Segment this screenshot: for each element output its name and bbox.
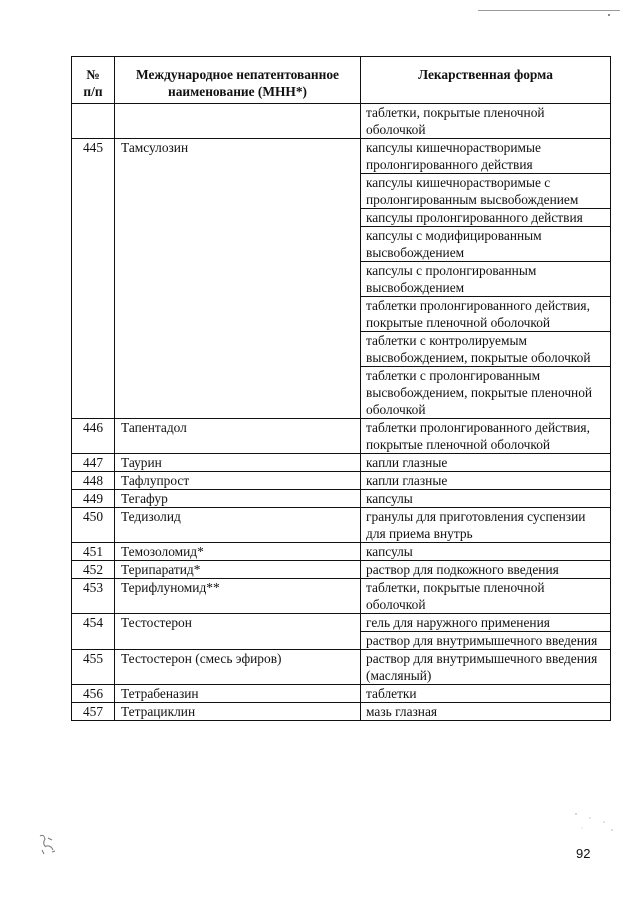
table-row	[72, 579, 611, 614]
table-row	[72, 490, 611, 508]
row-number: 448	[72, 472, 115, 490]
row-number	[72, 104, 115, 139]
top-edge-line	[478, 10, 620, 11]
dosage-form: мазь глазная	[361, 703, 611, 721]
inn-name: Тафлупрост	[115, 472, 361, 490]
row-number: 452	[72, 561, 115, 579]
inn-name: Таурин	[115, 454, 361, 472]
dosage-form: таблетки с контролируемым высвобождением, покрытые оболочкой	[361, 332, 611, 367]
inn-name: Темозоломид*	[115, 543, 361, 561]
header-dosage-form-label: Лекарственная форма	[418, 67, 553, 82]
header-number	[72, 57, 115, 104]
inn-name: Тапентадол	[115, 419, 361, 454]
dosage-form: таблетки, покрытые пленочной оболочкой	[361, 104, 611, 139]
table-body	[72, 104, 611, 721]
table-row	[72, 614, 611, 632]
dosage-form: капсулы с модифицированным высвобождением	[361, 227, 611, 262]
table-row	[72, 472, 611, 490]
row-number: 456	[72, 685, 115, 703]
header-number-label: № п/п	[83, 67, 103, 99]
inn-name: Тестостерон	[115, 614, 361, 650]
row-number: 457	[72, 703, 115, 721]
table-row	[72, 419, 611, 454]
inn-name	[115, 104, 361, 139]
dosage-form: таблетки пролонгированного действия, покрытые пленочной оболочкой	[361, 419, 611, 454]
row-number: 455	[72, 650, 115, 685]
table-row	[72, 703, 611, 721]
dosage-form: таблетки пролонгированного действия, покрытые пленочной оболочкой	[361, 297, 611, 332]
row-number: 449	[72, 490, 115, 508]
inn-name: Тетрабеназин	[115, 685, 361, 703]
dosage-form: гель для наружного применения	[361, 614, 611, 632]
inn-name: Терифлуномид**	[115, 579, 361, 614]
dosage-form: капли глазные	[361, 472, 611, 490]
dosage-form: таблетки	[361, 685, 611, 703]
inn-name: Тедизолид	[115, 508, 361, 543]
table-row	[72, 508, 611, 543]
row-number: 446	[72, 419, 115, 454]
header-dosage-form	[361, 57, 611, 104]
table-header-row	[72, 57, 611, 104]
scan-noise	[570, 808, 618, 838]
inn-name: Тетрациклин	[115, 703, 361, 721]
table-row	[72, 139, 611, 174]
table-row	[72, 543, 611, 561]
inn-name: Терипаратид*	[115, 561, 361, 579]
scan-speck	[608, 14, 610, 16]
table-row	[72, 650, 611, 685]
drug-forms-table	[71, 56, 611, 721]
table-row	[72, 104, 611, 139]
margin-mark	[34, 832, 62, 858]
row-number: 447	[72, 454, 115, 472]
dosage-form: таблетки с пролонгированным высвобождением, покрытые пленочной оболочкой	[361, 367, 611, 419]
dosage-form: капсулы пролонгированного действия	[361, 209, 611, 227]
dosage-form: раствор для внутримышечного введения (масляный)	[361, 650, 611, 685]
dosage-form: таблетки, покрытые пленочной оболочкой	[361, 579, 611, 614]
dosage-form: капсулы кишечнорастворимые пролонгированного действия	[361, 139, 611, 174]
header-inn	[115, 57, 361, 104]
table-row	[72, 561, 611, 579]
row-number: 451	[72, 543, 115, 561]
dosage-form: капсулы	[361, 490, 611, 508]
table-row	[72, 685, 611, 703]
dosage-form: капсулы кишечнорастворимые с пролонгированным высвобождением	[361, 174, 611, 209]
table-row	[72, 454, 611, 472]
dosage-form: раствор для внутримышечного введения	[361, 632, 611, 650]
row-number: 453	[72, 579, 115, 614]
dosage-form: гранулы для приготовления суспензии для приема внутрь	[361, 508, 611, 543]
row-number: 450	[72, 508, 115, 543]
dosage-form: раствор для подкожного введения	[361, 561, 611, 579]
inn-name: Тамсулозин	[115, 139, 361, 419]
inn-name: Тестостерон (смесь эфиров)	[115, 650, 361, 685]
page-number: 92	[576, 846, 591, 861]
row-number: 454	[72, 614, 115, 650]
dosage-form: капсулы	[361, 543, 611, 561]
dosage-form: капли глазные	[361, 454, 611, 472]
dosage-form: капсулы с пролонгированным высвобождением	[361, 262, 611, 297]
header-inn-label: Международное непатентованное наименование (МНН*)	[136, 67, 339, 99]
inn-name: Тегафур	[115, 490, 361, 508]
row-number: 445	[72, 139, 115, 419]
